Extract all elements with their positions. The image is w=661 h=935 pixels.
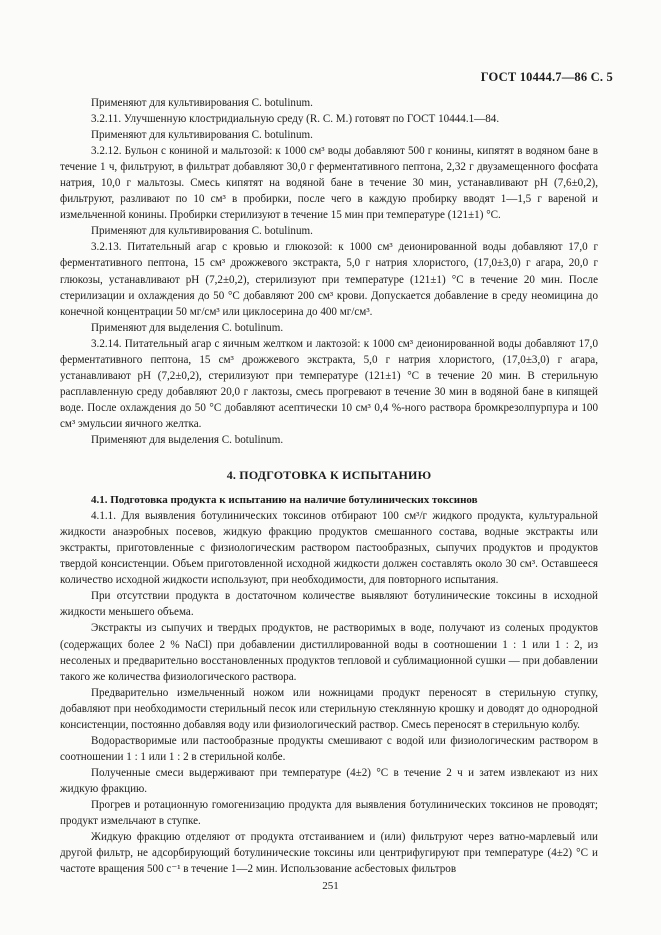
paragraph: Водорастворимые или пастообразные продукты смешивают с водой или физиологическим раствором в соотношении 1 : 1 или 1 : 2 в стерильной колбе. xyxy=(60,734,598,763)
paragraph: Применяют для культивирования C. botulinum. xyxy=(91,129,313,142)
paragraph: 3.2.14. Питательный агар с яичным желтком и лактозой: к 1000 см³ деионированной воды добавляют 17,0 ферментативного пептона, 15 см³ дрожжевого экстракта, 5,0 г натрия хлористого, (17,0±3,0) г агара, устанавливают pH (7,2±0,2), стерилизуют при температуре (121±1) °С в течение 20 мин. В стерильную расплавленную среду добавляют 20,0 г лактозы, смесь прогревают в течение 30 мин в водяной бане в кипящей воде. После охлаждения до 50 °С добавляют асептически 10 см³ 0,4 %-ного раствора бромкрезолпурпура и 100 см³ эмульсии яичного желтка. xyxy=(60,337,598,430)
paragraph: 4.1.1. Для выявления ботулинических токсинов отбирают 100 см³/г жидкого продукта, культуральной жидкости анаэробных посевов, жидкую фракцию продуктов смешанного состава, водные экстракты или экстракты, приготовленные с физиологическим раствором пастообразных, сыпучих продуктов и продуктов твердой консистенции. Объем приготовленной исходной жидкости должен составлять около 30 см³. Оставшееся количество исходной жидкости используют, при необходимости, для повторного испытания. xyxy=(60,510,598,587)
subsection-heading: 4.1. Подготовка продукта к испытанию на наличие ботулинических токсинов xyxy=(91,494,478,507)
paragraph: Полученные смеси выдерживают при температуре (4±2) °С в течение 2 ч и затем извлекают из них жидкую фракцию. xyxy=(60,766,598,795)
paragraph: Применяют для выделения C. botulinum. xyxy=(91,433,284,446)
section-heading: 4. ПОДГОТОВКА К ИСПЫТАНИЮ xyxy=(226,468,432,483)
paragraph: Экстракты из сыпучих и твердых продуктов, не растворимых в воде, получают из соленых продуктов (содержащих более 2 % NaCl) при добавлении дистиллированной воды в соотношении 1 : 1 или 1 : 2, из несоленых и предварительно восстановленных продуктов тепловой и сублимационной сушки — при добавлении такого же количества физиологического раствора. xyxy=(60,622,598,683)
page-number: 251 xyxy=(322,880,339,892)
paragraph: Прогрев и ротационную гомогенизацию продукта для выявления ботулинических токсинов не проводят; продукт измельчают в ступке. xyxy=(60,798,598,828)
paragraph: 3.2.11. Улучшенную клостридиальную среду (R. C. M.) готовят по ГОСТ 10444.1—84. xyxy=(91,113,500,126)
body-text xyxy=(60,95,598,877)
running-header: ГОСТ 10444.7—86 С. 5 xyxy=(480,70,613,84)
paragraph: 3.2.13. Питательный агар с кровью и глюкозой: к 1000 см³ деионированной воды добавляют 17,0 г ферментативного пептона, 15 см³ дрожжевого экстракта, 5,0 г натрия хлористого, (17,0±3,0) г агара, 20,0 г глюкозы, устанавливают pH (7,2±0,2), стерилизуют при температуре (121±1) °С в течение 20 мин. После стерилизации и охлаждения до 50 °С добавляют 200 см³ крови. Допускается добавление в среду неомицина до конечной концентрации 50 мг/см³ или циклосерина до 400 мг/см³. xyxy=(60,241,598,318)
paragraph: Применяют для культивирования C. botulinum. xyxy=(91,97,313,109)
paragraph: 3.2.12. Бульон с кониной и мальтозой: к 1000 см³ воды добавляют 500 г конины, кипятят в водяном бане в течение 1 ч, фильтруют, в фильтрат добавляют 30,0 г ферментативного пептона, 2,32 г двузамещенного фосфата натрия, 10,0 г мальтозы. Смесь кипятят на водяной бане в течение 30 мин, устанавливают pH (7,6±0,2), фильтруют, разливают по 10 см³ в пробирки, после чего в каждую пробирку вводят 1—1,5 г вареной и измельченной конины. Пробирки стерилизуют в течение 15 мин при температуре (121±1) °С. xyxy=(60,145,598,222)
paragraph: Применяют для выделения C. botulinum. xyxy=(91,321,284,334)
paragraph: Жидкую фракцию отделяют от продукта отстаиванием и (или) фильтруют через ватно-марлевый или другой фильтр, не адсорбирующий ботулинические токсины или центрифугируют при температуре (4±2) °С и частоте вращения 500 с⁻¹ в течение 1—2 мин. Использование асбестовых фильтров xyxy=(60,831,598,876)
paragraph: Предварительно измельченный ножом или ножницами продукт переносят в стерильную ступку, добавляют при необходимости стерильный песок или стерильную стеклянную крошку и доводят до однородной консистенции, постоянно добавляя воду или физиологический раствор. Смесь переносят в стерильную колбу. xyxy=(60,686,598,731)
paragraph: При отсутствии продукта в достаточном количестве выявляют ботулинические токсины в исходной жидкости меньшего объема. xyxy=(60,590,598,619)
paragraph: Применяют для культивирования C. botulinum. xyxy=(91,225,313,238)
